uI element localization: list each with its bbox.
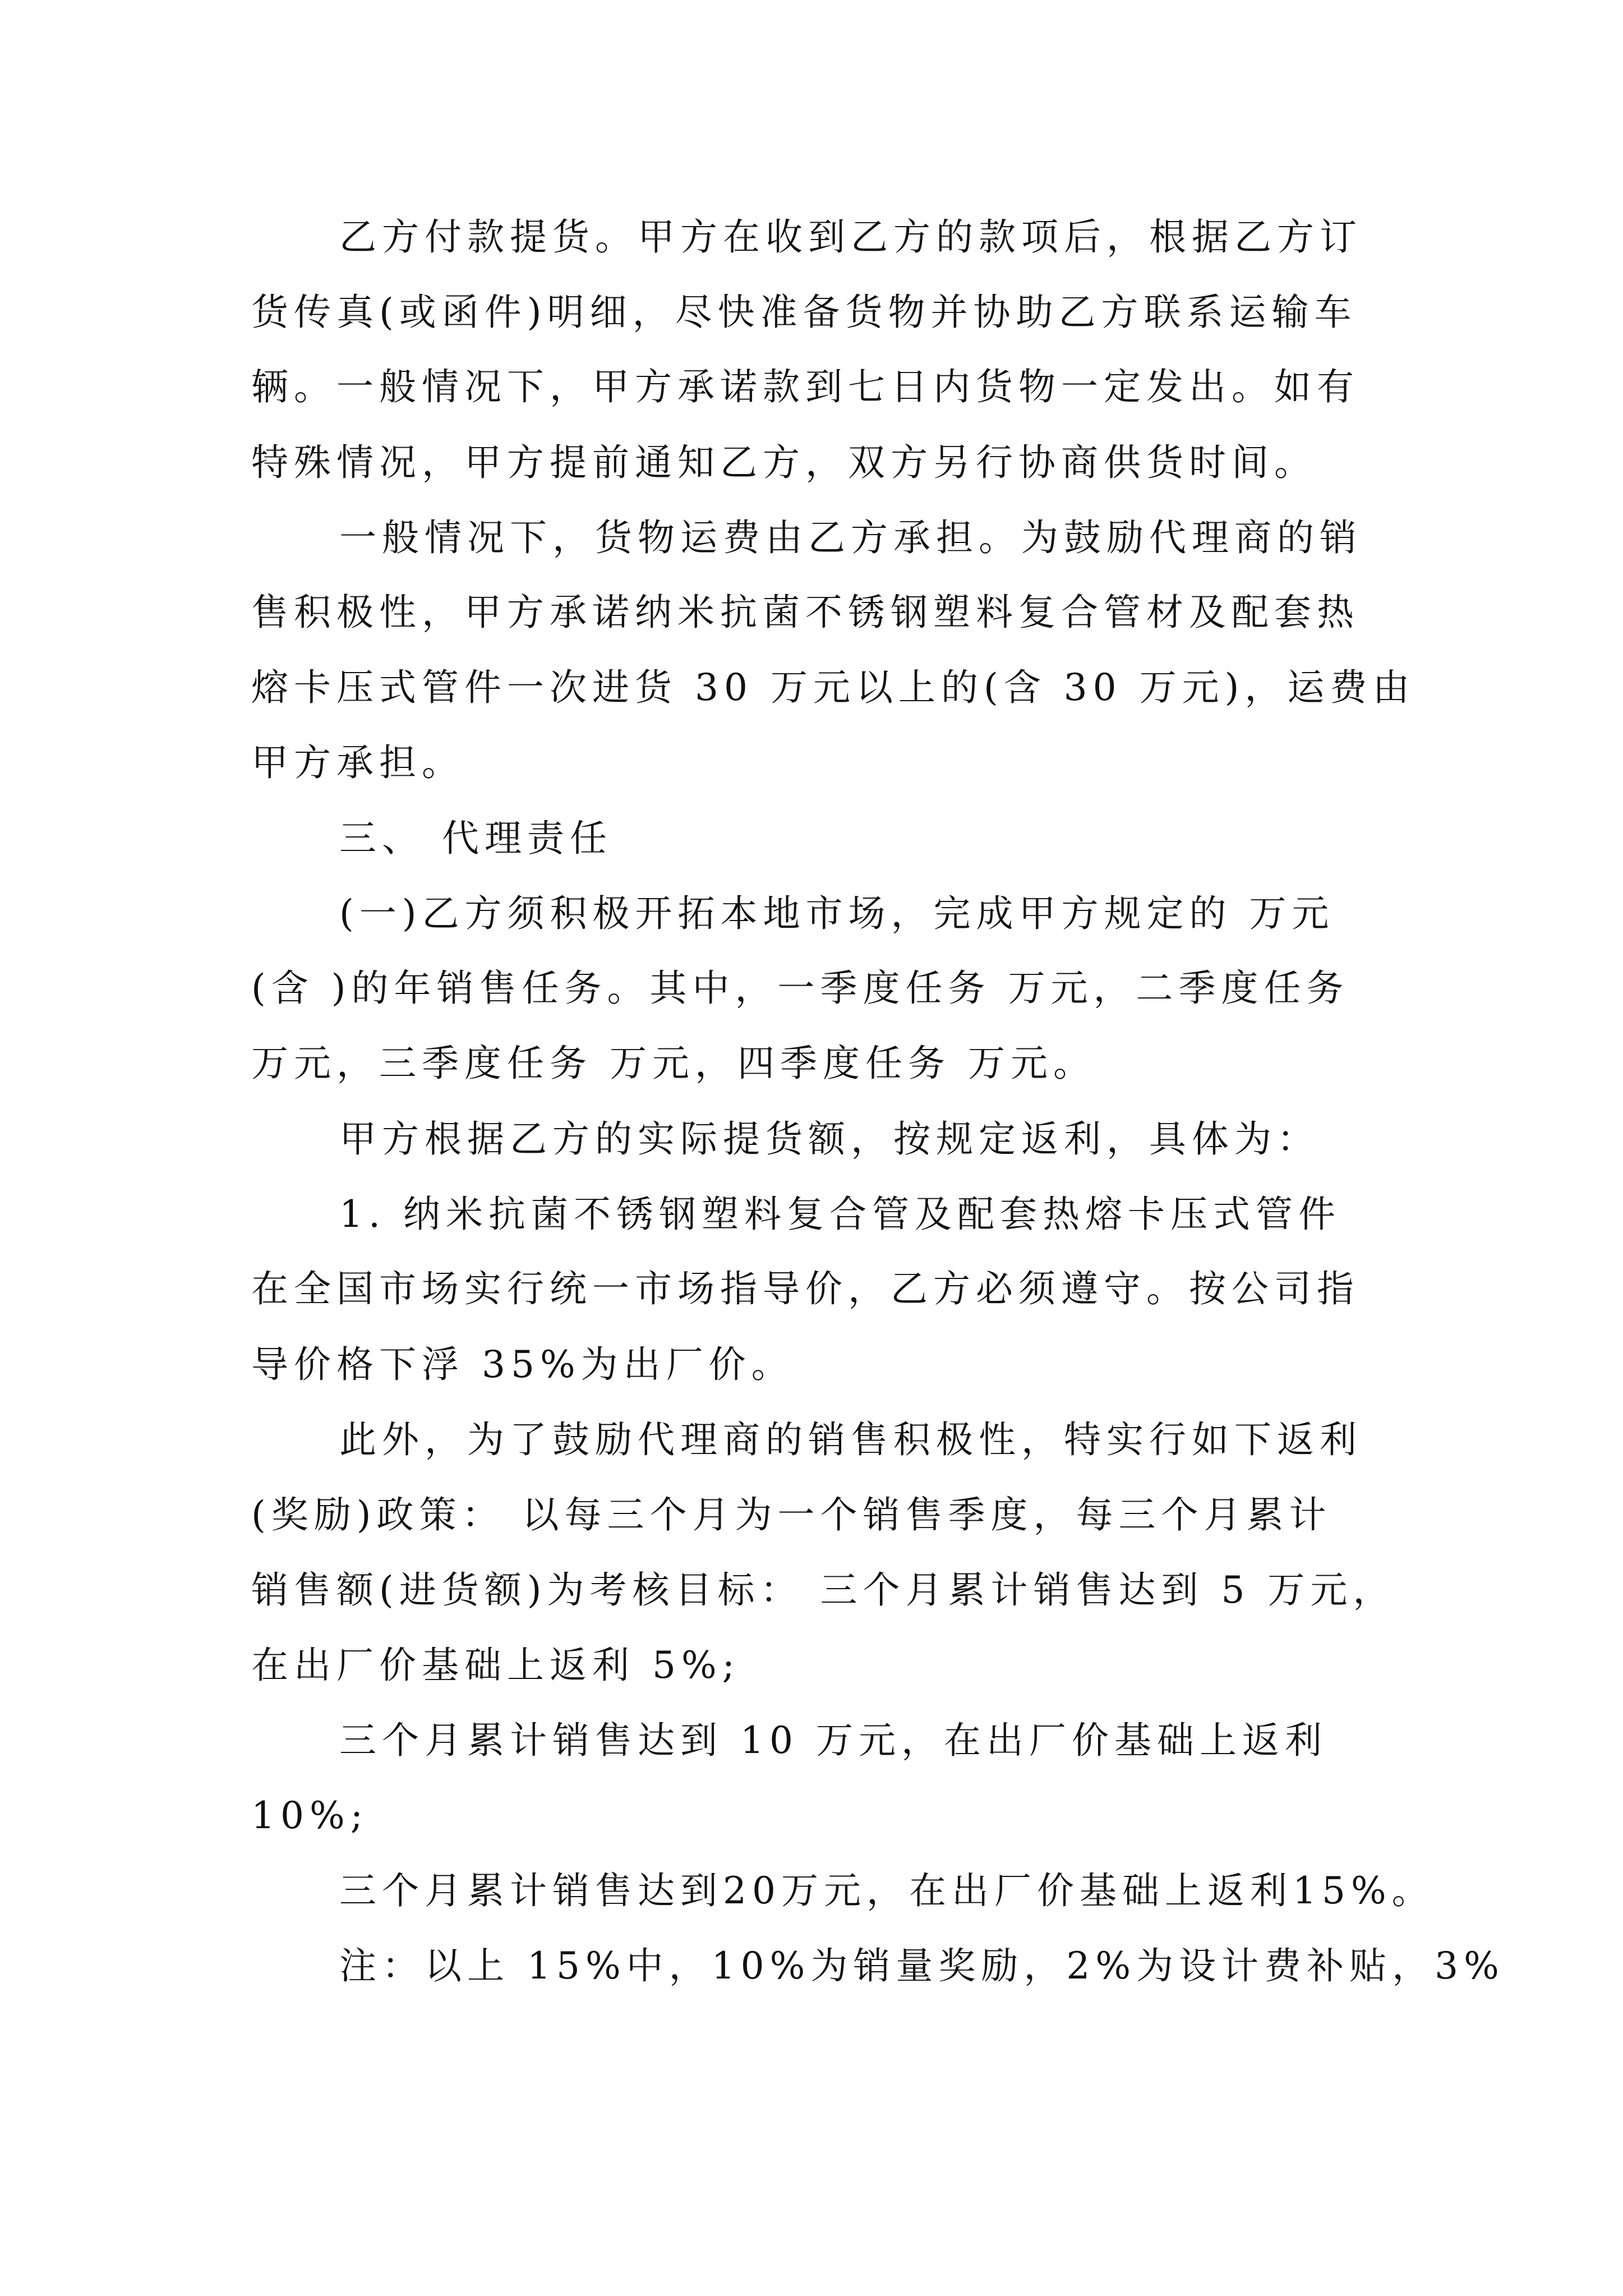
paragraph-line: (含 )的年销售任务。其中，一季度任务 万元，二季度任务 [251, 967, 1349, 1010]
paragraph-line: (奖励)政策： 以每三个月为一个销售季度，每三个月累计 [251, 1493, 1332, 1536]
paragraph-line: 10%; [251, 1794, 368, 1837]
paragraph-line: 1. 纳米抗菌不锈钢塑料复合管及配套热熔卡压式管件 [339, 1193, 1341, 1236]
paragraph-line: 在出厂价基础上返利 5%; [251, 1644, 740, 1687]
paragraph-line: 乙方付款提货。甲方在收到乙方的款项后，根据乙方订 [339, 215, 1362, 259]
paragraph-line: 导价格下浮 35%为出厂价。 [251, 1343, 794, 1386]
paragraph-line: 售积极性，甲方承诺纳米抗菌不锈钢塑料复合管材及配套热 [251, 591, 1359, 634]
paragraph-line: 销售额(进货额)为考核目标： 三个月累计销售达到 5 万元， [251, 1568, 1396, 1612]
paragraph-line: 一般情况下，货物运费由乙方承担。为鼓励代理商的销 [339, 516, 1362, 559]
paragraph-line: (一)乙方须积极开拓本地市场，完成甲方规定的 万元 [339, 892, 1335, 935]
section-heading: 三、 代理责任 [339, 817, 612, 860]
paragraph-line: 特殊情况，甲方提前通知乙方，双方另行协商供货时间。 [251, 441, 1317, 484]
paragraph-line: 三个月累计销售达到20万元，在出厂价基础上返利15%。 [339, 1869, 1435, 1912]
paragraph-line: 辆。一般情况下，甲方承诺款到七日内货物一定发出。如有 [251, 365, 1359, 408]
paragraph-line: 甲方承担。 [251, 741, 464, 784]
paragraph-line: 在全国市场实行统一市场指导价，乙方必须遵守。按公司指 [251, 1267, 1359, 1310]
paragraph-line: 三个月累计销售达到 10 万元，在出厂价基础上返利 [339, 1719, 1327, 1762]
paragraph-line: 甲方根据乙方的实际提货额，按规定返利，具体为： [339, 1117, 1320, 1161]
paragraph-line: 注：以上 15%中，10%为销量奖励，2%为设计费补贴，3% [339, 1944, 1505, 1987]
paragraph-line: 熔卡压式管件一次进货 30 万元以上的(含 30 万元)，运费由 [251, 666, 1415, 709]
paragraph-line: 货传真(或函件)明细，尽快准备货物并协助乙方联系运输车 [251, 291, 1357, 334]
paragraph-line: 万元，三季度任务 万元，四季度任务 万元。 [251, 1042, 1096, 1085]
paragraph-line: 此外，为了鼓励代理商的销售积极性，特实行如下返利 [339, 1418, 1362, 1461]
